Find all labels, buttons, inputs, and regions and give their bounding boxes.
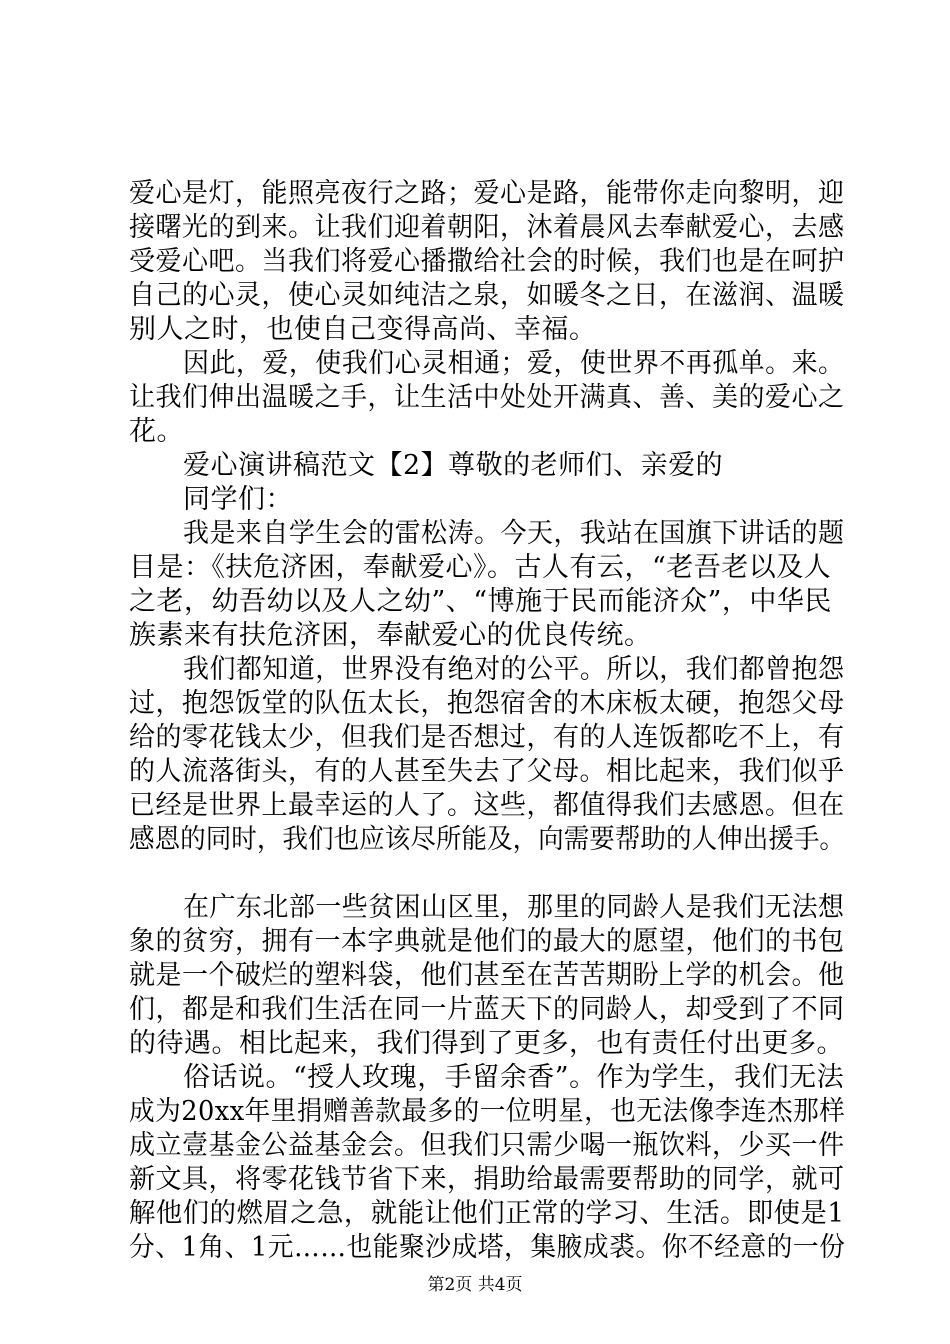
text-line: 自己的心灵，使心灵如纯洁之泉，如暖冬之日，在滋润、温暖: [129, 280, 845, 311]
text-line: 花。: [129, 416, 184, 447]
text-line: 我是来自学生会的雷松涛。今天，我站在国旗下讲话的题: [183, 518, 845, 549]
text-line: 受爱心吧。当我们将爱心播撒给社会的时候，我们也是在呵护: [129, 246, 845, 277]
text-line: 成为20xx年里捐赠善款最多的一位明星，也无法像李连杰那样: [129, 1096, 846, 1127]
text-line: 解他们的燃眉之急，就能让他们正常的学习、生活。即使是1: [129, 1198, 845, 1229]
text-line: 的待遇。相比起来，我们得到了更多，也有责任付出更多。: [129, 1028, 844, 1059]
text-line: 分、1角、1元……也能聚沙成塔，集腋成裘。你不经意的一份: [129, 1232, 846, 1263]
text-line: 爱心是灯，能照亮夜行之路；爱心是路，能带你走向黎明，迎: [129, 178, 845, 209]
text-line: 给的零花钱太少，但我们是否想过，有的人连饭都吃不上，有: [129, 722, 845, 753]
text-line: 俗话说。“授人玫瑰，手留余香”。作为学生，我们无法: [183, 1062, 845, 1093]
text-line: 们，都是和我们生活在同一片蓝天下的同龄人，却受到了不同: [129, 994, 845, 1025]
section-heading: 爱心演讲稿范文【2】尊敬的老师们、亲爱的: [183, 450, 724, 481]
text-line: 让我们伸出温暖之手，让生活中处处开满真、善、美的爱心之: [129, 382, 845, 413]
text-line: 过，抱怨饭堂的队伍太长，抱怨宿舍的木床板太硬，抱怨父母: [129, 688, 845, 719]
text-line: 因此，爱，使我们心灵相通；爱，使世界不再孤单。来。: [183, 348, 845, 379]
text-line: 族素来有扶危济困，奉献爱心的优良传统。: [129, 620, 652, 651]
text-line: 别人之时，也使自己变得高尚、幸福。: [129, 314, 597, 345]
text-line: 同学们：: [183, 484, 293, 515]
text-line: 感恩的同时，我们也应该尽所能及，向需要帮助的人伸出援手。: [129, 824, 846, 855]
text-line: 就是一个破烂的塑料袋，他们甚至在苦苦期盼上学的机会。他: [129, 960, 845, 991]
text-line: 象的贫穷，拥有一本字典就是他们的最大的愿望，他们的书包: [129, 926, 845, 957]
text-line: 已经是世界上最幸运的人了。这些，都值得我们去感恩。但在: [129, 790, 845, 821]
text-line: 目是：《扶危济困，奉献爱心》。古人有云，“老吾老以及人: [129, 552, 832, 583]
text-line: 的人流落街头，有的人甚至失去了父母。相比起来，我们似乎: [129, 756, 845, 787]
text-line: 在广东北部一些贫困山区里，那里的同龄人是我们无法想: [183, 892, 845, 923]
text-line: 接曙光的到来。让我们迎着朝阳，沐着晨风去奉献爱心，去感: [129, 212, 845, 243]
text-line: 新文具，将零花钱节省下来，捐助给最需要帮助的同学，就可: [129, 1164, 845, 1195]
text-line: 我们都知道，世界没有绝对的公平。所以，我们都曾抱怨: [183, 654, 845, 685]
text-line: 之老，幼吾幼以及人之幼”、“博施于民而能济众”，中华民: [129, 586, 832, 617]
page-footer: 第2页 共4页: [427, 1275, 523, 1295]
text-line: 成立壹基金公益基金会。但我们只需少喝一瓶饮料，少买一件: [129, 1130, 845, 1161]
